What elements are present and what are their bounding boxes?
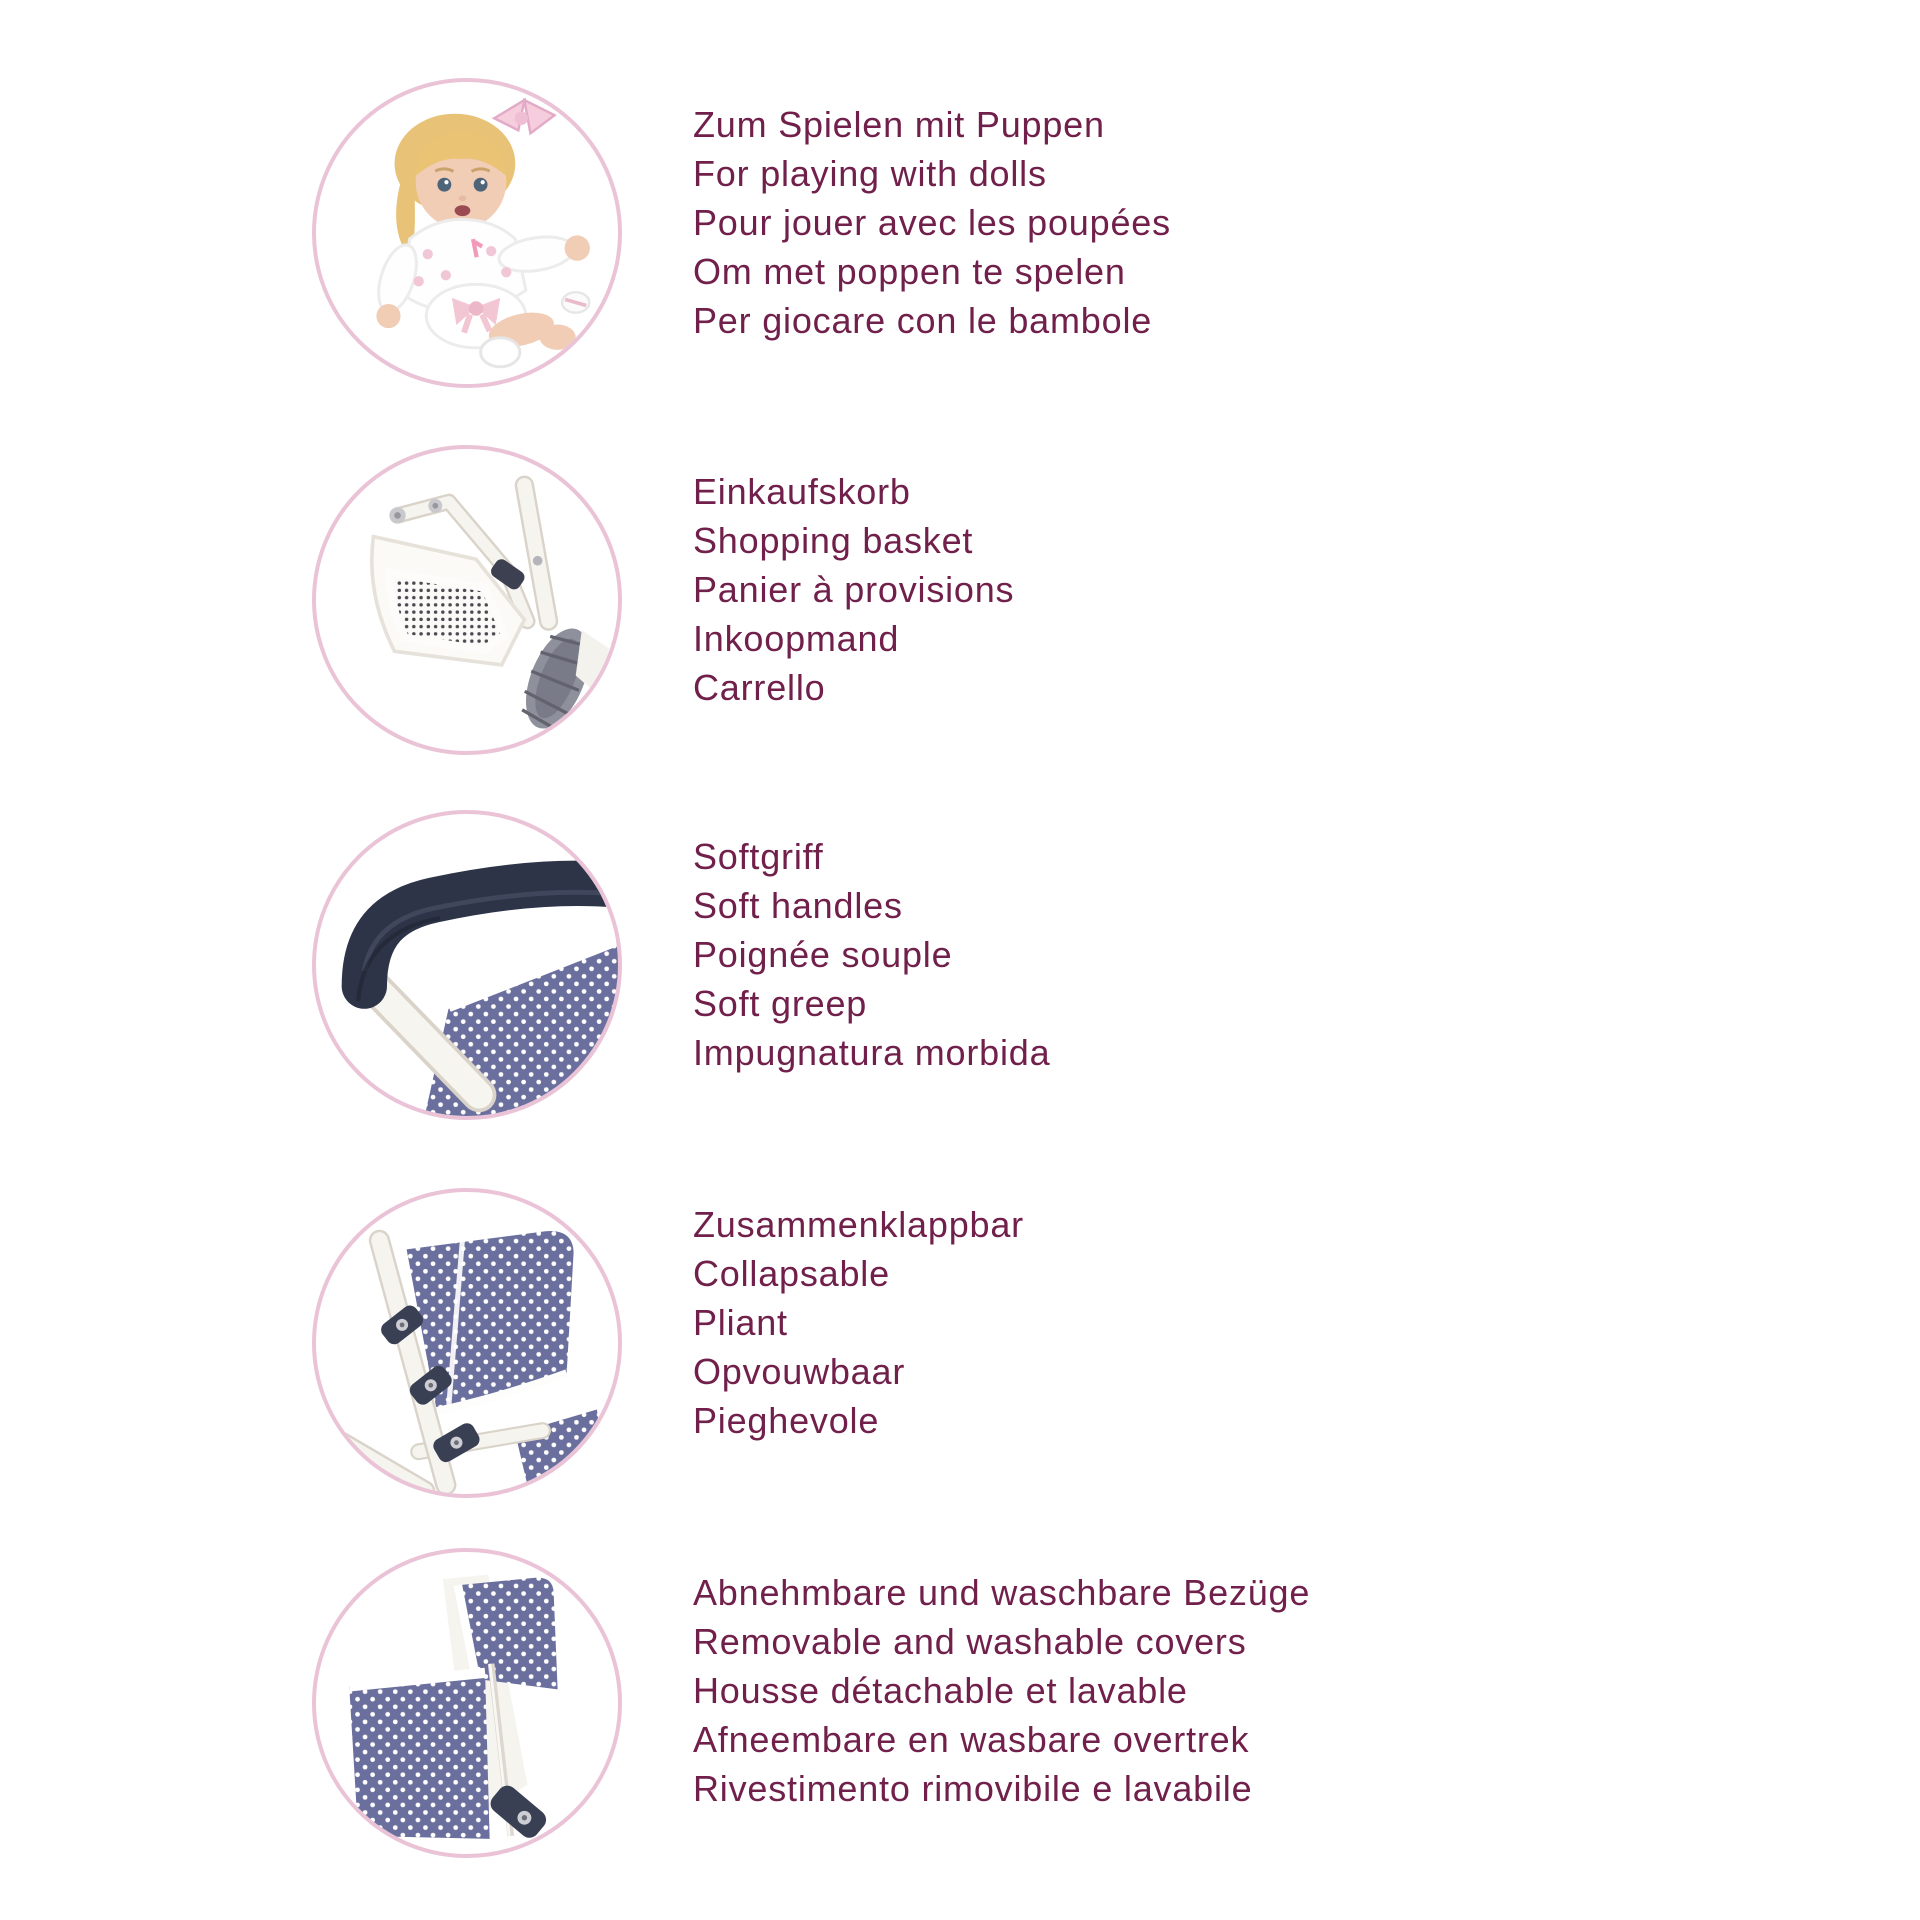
feature-line: Per giocare con le bambole bbox=[693, 300, 1153, 341]
feature-line: Abnehmbare und waschbare Bezüge bbox=[693, 1572, 1311, 1613]
feature-line: Rivestimento rimovibile e lavabile bbox=[693, 1768, 1253, 1809]
collapsible-frame-image bbox=[316, 1192, 618, 1494]
feature-photo-collapsible-frame bbox=[312, 1188, 622, 1498]
feature-line: Poignée souple bbox=[693, 934, 953, 975]
feature-line: Soft handles bbox=[693, 885, 903, 926]
feature-line: Pliant bbox=[693, 1302, 788, 1343]
feature-line: Zusammenklappbar bbox=[693, 1204, 1024, 1245]
feature-line: Softgriff bbox=[693, 836, 824, 877]
feature-photo-washable-covers bbox=[312, 1548, 622, 1858]
feature-line: Pieghevole bbox=[693, 1400, 880, 1441]
feature-line: Afneembare en wasbare overtrek bbox=[693, 1719, 1250, 1760]
doll-image bbox=[316, 82, 618, 384]
feature-text-soft-handles bbox=[693, 832, 1050, 1077]
shopping-basket-image bbox=[316, 449, 618, 751]
feature-text-washable-covers bbox=[693, 1568, 1310, 1813]
feature-line: Zum Spielen mit Puppen bbox=[693, 104, 1105, 145]
feature-line: Inkoopmand bbox=[693, 618, 900, 659]
feature-photo-soft-handle bbox=[312, 810, 622, 1120]
feature-line: Opvouwbaar bbox=[693, 1351, 906, 1392]
feature-line: Pour jouer avec les poupées bbox=[693, 202, 1171, 243]
feature-text-shopping-basket bbox=[693, 467, 1014, 712]
feature-photo-shopping-basket bbox=[312, 445, 622, 755]
feature-line: Impugnatura morbida bbox=[693, 1032, 1051, 1073]
feature-line: Shopping basket bbox=[693, 520, 974, 561]
feature-text-collapsible bbox=[693, 1200, 1024, 1445]
feature-line: Collapsable bbox=[693, 1253, 890, 1294]
feature-line: Einkaufskorb bbox=[693, 471, 911, 512]
feature-text-play-dolls bbox=[693, 100, 1171, 345]
feature-line: For playing with dolls bbox=[693, 153, 1047, 194]
feature-line: Soft greep bbox=[693, 983, 868, 1024]
feature-line: Carrello bbox=[693, 667, 826, 708]
washable-covers-image bbox=[316, 1552, 618, 1854]
feature-photo-doll bbox=[312, 78, 622, 388]
feature-line: Panier à provisions bbox=[693, 569, 1015, 610]
feature-line: Housse détachable et lavable bbox=[693, 1670, 1188, 1711]
soft-handle-image bbox=[316, 814, 618, 1116]
feature-line: Removable and washable covers bbox=[693, 1621, 1247, 1662]
feature-line: Om met poppen te spelen bbox=[693, 251, 1126, 292]
